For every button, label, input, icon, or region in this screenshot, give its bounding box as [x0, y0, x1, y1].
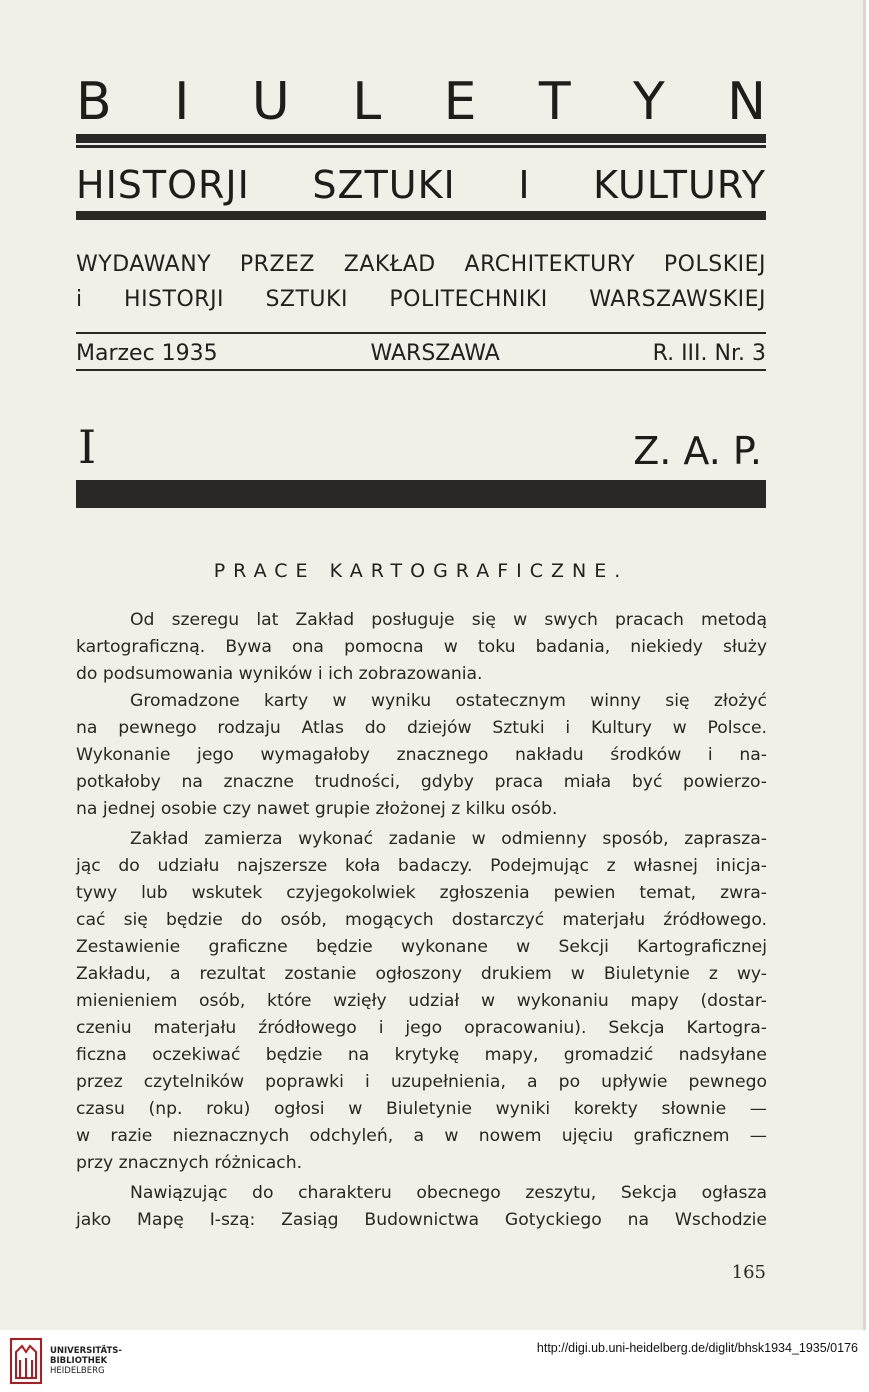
text-line: cać się będzie do osób, mogących dostarczyć materjału źródłowego.	[76, 910, 767, 930]
page-edge	[863, 0, 866, 1330]
title-rule-thin	[76, 145, 766, 148]
subtitle-rule	[76, 211, 766, 220]
text-line: Od szeregu lat Zakład posługuje się w swych pracach metodą	[130, 610, 767, 630]
text-line: Wykonanie jego wymagałoby znacznego nakładu środków i na-	[76, 745, 767, 765]
text-line: na jednej osobie czy nawet grupie złożonej z kilku osób.	[76, 799, 558, 819]
library-name-line: HEIDELBERG	[50, 1366, 105, 1376]
source-url-link[interactable]: http://digi.ub.uni-heidelberg.de/diglit/bhsk1934_1935/0176	[536, 1341, 858, 1355]
issue-rule-top	[76, 332, 766, 334]
library-name-line: UNIVERSITÄTS-	[50, 1346, 122, 1356]
section-bar	[76, 480, 766, 508]
text-line: ficzna oczekiwać będzie na krytykę mapy, gromadzić nadsyłane	[76, 1045, 767, 1065]
publisher-line-2: i HISTORJI SZTUKI POLITECHNIKI WARSZAWSKIEJ	[76, 287, 766, 312]
library-name	[50, 1346, 122, 1376]
title-letter: N	[727, 72, 766, 132]
issue-date: Marzec 1935	[76, 341, 218, 366]
text-line: na pewnego rodzaju Atlas do dziejów Sztuki i Kultury w Polsce.	[76, 718, 767, 738]
title-letter: E	[443, 72, 477, 132]
text-line: jąc do udziału najszersze koła badaczy. Podejmując z własnej inicja-	[76, 856, 767, 876]
text-line: czeniu materjału źródłowego i jego opracowaniu). Sekcja Kartogra-	[76, 1018, 767, 1038]
text-line: Gromadzone karty w wyniku ostatecznym winny się złożyć	[130, 691, 767, 711]
text-line: Zakładu, a rezultat zostanie ogłoszony drukiem w Biuletynie z wy-	[76, 964, 767, 984]
text-line: potkałoby na znaczne trudności, gdyby praca miała być powierzo-	[76, 772, 767, 792]
title-letter: B	[76, 72, 112, 132]
text-line: kartograficzną. Bywa ona pomocna w toku badania, niekiedy służy	[76, 637, 767, 657]
library-seal-icon	[10, 1338, 42, 1384]
issue-rule-bottom	[76, 369, 766, 371]
section-number: I	[78, 420, 97, 474]
issue-info	[76, 339, 766, 369]
title-letter: L	[352, 72, 382, 132]
text-line: przy znacznych różnicach.	[76, 1153, 303, 1173]
journal-title	[76, 72, 766, 132]
journal-subtitle: HISTORJI SZTUKI I KULTURY	[76, 163, 766, 207]
text-line: w razie nieznacznych odchyleń, a w nowem ujęciu graficznem —	[76, 1126, 767, 1146]
title-letter: U	[251, 72, 290, 132]
title-letter: Y	[632, 72, 665, 132]
page-number: 165	[731, 1262, 766, 1283]
text-line: Zakład zamierza wykonać zadanie w odmienny sposób, zapraszа-	[130, 829, 767, 849]
section-code: Z. A. P.	[633, 429, 762, 473]
text-line: Zestawienie graficzne będzie wykonane w Sekcji Kartograficznej	[76, 937, 767, 957]
text-line: mienieniem osób, które wzięły udział w wykonaniu mapy (dostar-	[76, 991, 767, 1011]
issue-volume: R. III. Nr. 3	[652, 341, 766, 366]
text-line: do podsumowania wyników i ich zobrazowania.	[76, 664, 483, 684]
article-heading: PRACE KARTOGRAFICZNE.	[213, 560, 629, 582]
text-line: czasu (np. roku) ogłosi w Biuletynie wyniki korekty słownie —	[76, 1099, 767, 1119]
title-letter: T	[538, 72, 571, 132]
publisher-line-1: WYDAWANY PRZEZ ZAKŁAD ARCHITEKTURY POLSKIEJ	[76, 252, 766, 277]
title-rule-thick	[76, 134, 766, 143]
issue-place: WARSZAWA	[370, 341, 500, 366]
article-body	[76, 607, 767, 1234]
text-line: Nawiązując do charakteru obecnego zeszytu, Sekcja ogłasza	[130, 1183, 767, 1203]
title-letter: I	[174, 72, 190, 132]
text-line: przez czytelników poprawki i uzupełnienia, a po upływie pewnego	[76, 1072, 767, 1092]
text-line: jako Mapę I-szą: Zasiąg Budownictwa Gotyckiego na Wschodzie	[76, 1210, 767, 1230]
text-line: tywy lub wskutek czyjegokolwiek zgłoszenia pewien temat, zwra-	[76, 883, 767, 903]
library-name-line: BIBLIOTHEK	[50, 1356, 108, 1366]
